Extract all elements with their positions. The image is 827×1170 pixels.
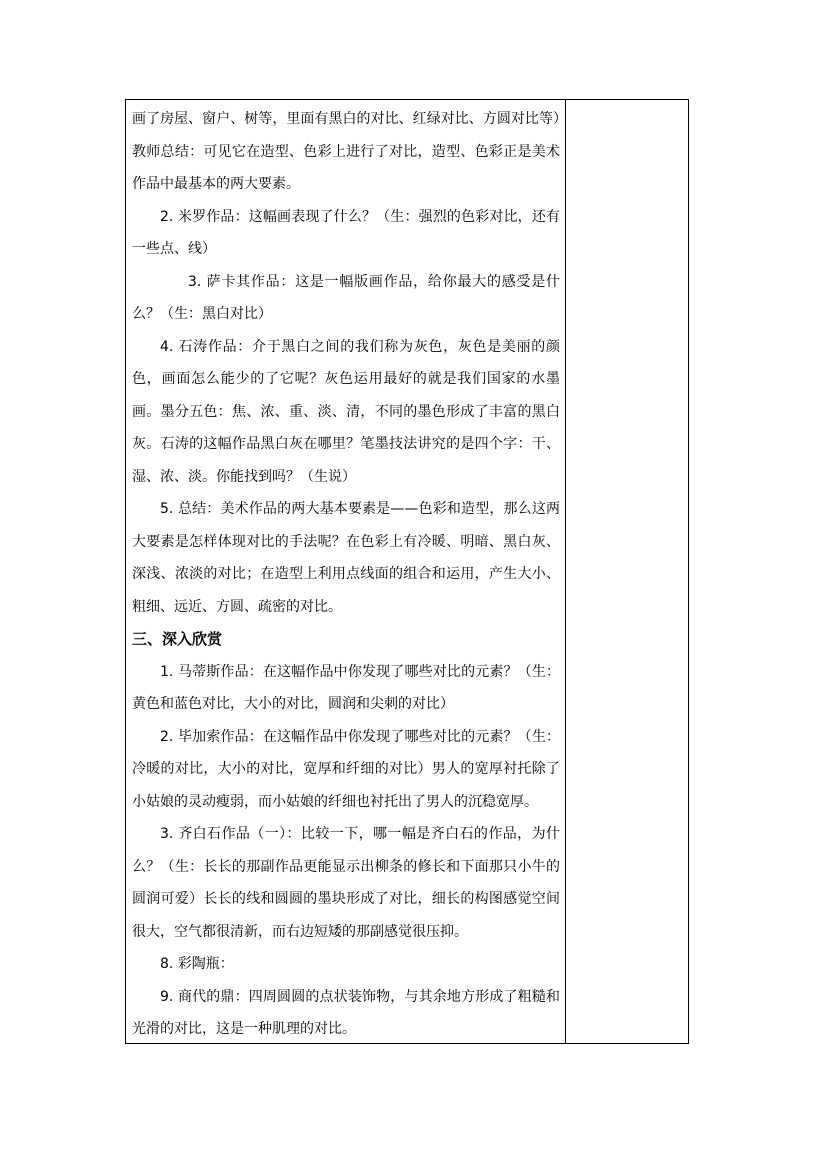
lesson-content-cell (132, 103, 560, 1046)
paragraph-picasso: 2. 毕加索作品：在这幅作品中你发现了哪些对比的元素？（生：冷暖的对比，大小的对比，宽厚和纤细的对比）男人的宽厚衬托除了小姑娘的灵动瘦弱，而小姑娘的纤细也衬托出了男人的沉稳宽厚。 (132, 728, 560, 810)
paragraph-sakaqi: 3. 萨卡其作品：这是一幅版画作品，给你最大的感受是什么？（生：黑白对比） (132, 273, 560, 322)
table-column-divider (565, 99, 566, 1044)
paragraph-miro: 2. 米罗作品：这幅画表现了什么？（生：强烈的色彩对比，还有一些点、线） (132, 208, 560, 257)
paragraph-shang-ding: 9. 商代的鼎：四周圆圆的点状装饰物，与其余地方形成了粗糙和光滑的对比，这是一种肌理的对比。 (132, 988, 560, 1037)
paragraph-shitao: 4. 石涛作品：介于黑白之间的我们称为灰色，灰色是美丽的颜色，画面怎么能少的了它呢？灰色运用最好的就是我们国家的水墨画。墨分五色：焦、浓、重、淡、清，不同的墨色形成了丰富的黑白灰。石涛的这幅作品黑白灰在哪里？笔墨技法讲究的是四个字：干、湿、浓、淡。你能找到吗？（生说） (132, 338, 560, 485)
paragraph-continuation: 画了房屋、窗户、树等，里面有黑白的对比、红绿对比、方圆对比等）教师总结：可见它在造型、色彩上进行了对比，造型、色彩正是美术作品中最基本的两大要素。 (132, 111, 560, 192)
paragraph-painted-pottery: 8. 彩陶瓶： (160, 956, 234, 972)
paragraph-qibaishi: 3. 齐白石作品（一）：比较一下，哪一幅是齐白石的作品，为什么？（生：长长的那副作品更能显示出柳条的修长和下面那只小牛的圆润可爱）长长的线和圆圆的墨块形成了对比，细长的构图感觉空间很大，空气都很清新，而右边短矮的那副感觉很压抑。 (132, 826, 560, 940)
paragraph-summary: 5. 总结：美术作品的两大基本要素是——色彩和造型，那么这两大要素是怎样体现对比的手法呢？在色彩上有冷暖、明暗、黑白灰、深浅、浓淡的对比；在造型上利用点线面的组合和运用，产生大小、粗细、远近、方圆、疏密的对比。 (132, 501, 560, 615)
paragraph-matisse: 1. 马蒂斯作品：在这幅作品中你发现了哪些对比的元素？（生：黄色和蓝色对比，大小的对比，圆润和尖刺的对比） (132, 663, 560, 712)
section-heading: 三、深入欣赏 (132, 630, 223, 648)
